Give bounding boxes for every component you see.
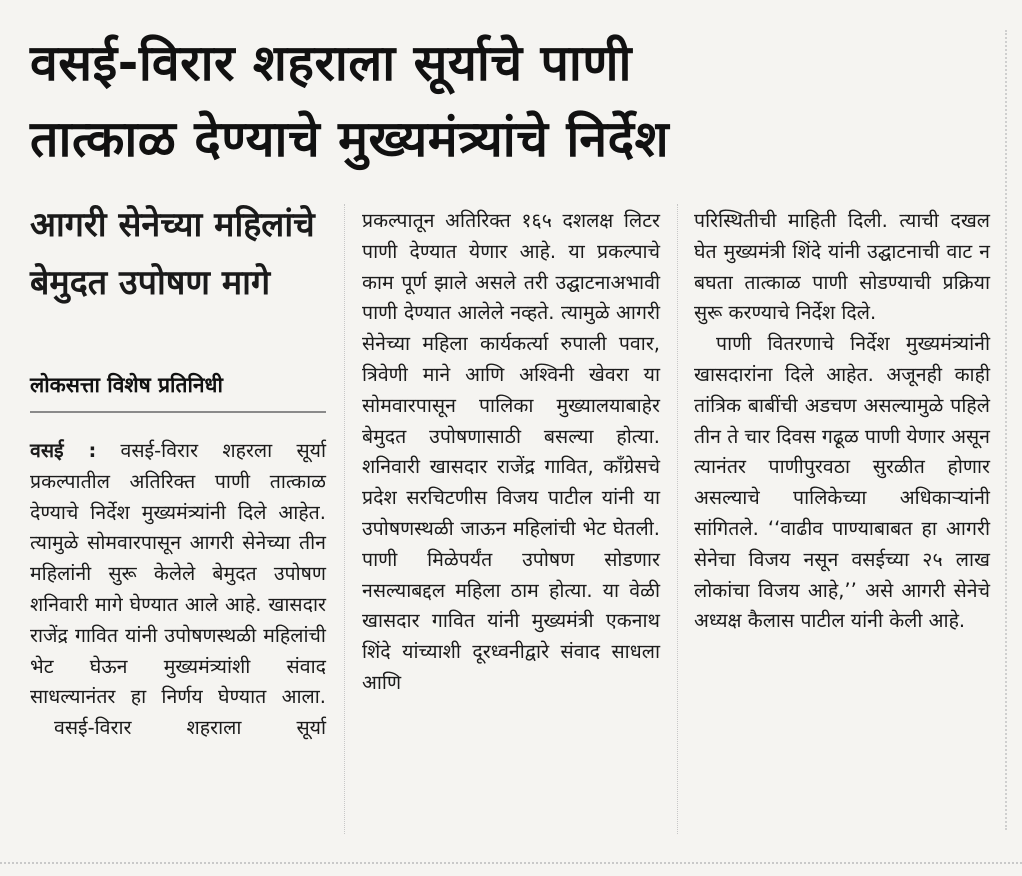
column-divider (344, 204, 345, 834)
column-3-paragraph-1: परिस्थितीची माहिती दिली. त्याची दखल घेत मुख्यमंत्री शिंदे यांनी उद्घाटनाची वाट न बघता तात्काळ पाणी सोडण्याची प्रक्रिया सुरू करण्याचे निर्देश दिले. (694, 209, 990, 325)
column-1-paragraph (30, 436, 326, 713)
page-edge-divider (1005, 30, 1007, 830)
article-column-3 (694, 206, 990, 637)
column-1-paragraph-2: वसई-विरार शहराला सूर्या (54, 716, 326, 740)
headline-line-1: वसई-विरार शहराला सूर्याचे पाणी (30, 34, 632, 92)
subheadline: आगरी सेनेच्या महिलांचे बेमुदत उपोषण मागे (30, 205, 315, 303)
byline: लोकसत्ता विशेष प्रतिनिधी (30, 373, 223, 397)
page-bottom-divider (0, 862, 1022, 864)
article-column-1 (30, 436, 326, 744)
headline-line-2: तात्काळ देण्याचे मुख्यमंत्र्यांचे निर्देश (30, 110, 670, 168)
dateline: वसई : (30, 439, 97, 462)
column-2-text: प्रकल्पातून अतिरिक्त १६५ दशलक्ष लिटर पाणी देण्यात येणार आहे. या प्रकल्पाचे काम पूर्ण झाले असले तरी उद्घाटनाअभावी पाणी देण्यात आलेले नव्हते. त्यामुळे आगरी सेनेच्या महिला कार्यकर्त्या रुपाली पवार, त्रिवेणी माने आणि अश्विनी खेवरा या सोमवारपासून पालिका मुख्यालयाबाहेर बेमुदत उपोषणासाठी बसल्या होत्या. शनिवारी खासदार राजेंद्र गावित, काँग्रेसचे प्रदेश सरचिटणीस विजय पाटील यांनी या उपोषणस्थळी जाऊन महिलांची भेट घेतली. पाणी मिळेपर्यंत उपोषण सोडणार नसल्याबद्दल महिला ठाम होत्या. या वेळी खासदार गावित यांनी मुख्यमंत्री एकनाथ शिंदे यांच्याशी दूरध्वनीद्वारे संवाद साधला आणि (362, 209, 660, 694)
byline-rule (30, 411, 326, 413)
column-divider (677, 204, 678, 834)
article-column-2 (362, 206, 660, 699)
column-3-paragraph-2: पाणी वितरणाचे निर्देश मुख्यमंत्र्यांनी खासदारांना दिले आहेत. अजूनही काही तांत्रिक बाबींची अडचण असल्यामुळे पहिले तीन ते चार दिवस गढूळ पाणी येणार असून त्यानंतर पाणीपुरवठा सुरळीत होणार असल्याचे पालिकेच्या अधिकाऱ्यांनी सांगितले. ‘‘वाढीव पाण्याबाबत हा आगरी सेनेचा विजय नसून वसईच्या २५ लाख लोकांचा विजय आहे,’’ असे आगरी सेनेचे अध्यक्ष कैलास पाटील यांनी केली आहे. (694, 332, 990, 633)
column-1-text: वसई-विरार शहरला सूर्या प्रकल्पातील अतिरिक्त पाणी तात्काळ देण्याचे निर्देश मुख्यमंत्र्यांनी दिले आहेत. त्यामुळे सोमवारपासून आगरी सेनेच्या तीन महिलांनी सुरू केलेले बेमुदत उपोषण शनिवारी मागे घेण्यात आले आहे. खासदार राजेंद्र गावित यांनी उपोषणस्थळी महिलांची भेट घेऊन मुख्यमंत्र्यांशी संवाद साधल्यानंतर हा निर्णय घेण्यात आला. (30, 439, 326, 709)
